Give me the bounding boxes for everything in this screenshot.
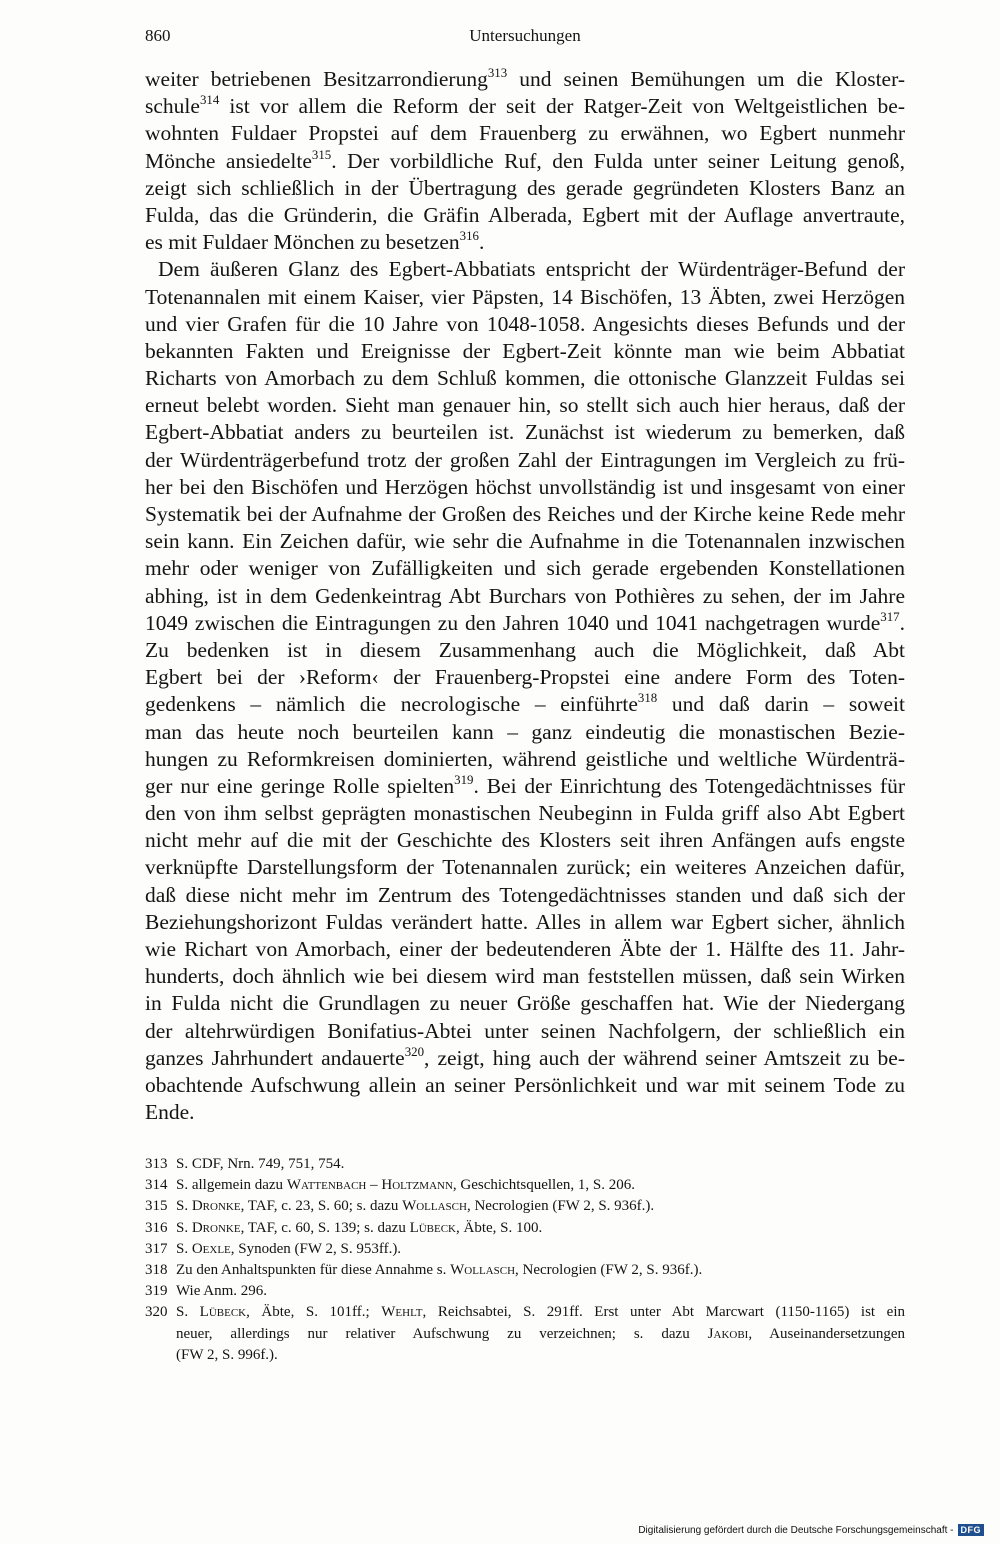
footnote-number: 316 [145,1219,168,1236]
running-title: Untersuchungen [469,26,581,45]
text-line: verknüpfte Darstellungsform der Totenannalen zurück; ein weiteres Anzeichen dafür, [145,855,905,880]
text-line: der altehrwürdigen Bonifatius-Abtei unter seinen Nachfolgern, der schließlich ein [145,1018,905,1043]
author-name: Lübeck [199,1304,247,1321]
footnote [145,1260,905,1281]
author-name: Wehlt [381,1304,423,1321]
footnote-ref: 318 [637,691,658,706]
text-line: hungen zu Reformkreisen dominierten, während geistliche und weltliche Würdenträ- [145,746,905,771]
text-line: wie Richart von Amorbach, einer der bedeutenderen Äbte der 1. Hälfte des 11. Jahr- [145,937,905,961]
footnote-text: S. Dronke, TAF, c. 60, S. 139; s. dazu Lübeck, Äbte, S. 100. [176,1219,543,1236]
footnote-number: 318 [145,1262,168,1279]
footnote-text: Wie Anm. 296. [176,1283,268,1300]
footnote-text: neuer, allerdings nur relativer Aufschwung zu verzeichnen; s. dazu Jakobi, Auseinandersetzungen [176,1325,905,1342]
text-line: daß diese nicht mehr im Zentrum des Totengedächtnisses standen und daß sich der [145,882,905,907]
text-line: gedenkens – nämlich die necrologische – einführte$^{318}$ und daß darin – soweit [145,691,905,717]
text-line: mehr oder weniger von Zufälligkeiten und sich gerade ergebenden Konstellationen [145,556,905,581]
footnote [145,1239,905,1260]
footnote-ref: 319 [454,772,474,787]
author-name: Dronke [191,1219,241,1236]
footnote-text: S. Oexle, Synoden (FW 2, S. 953ff.). [176,1240,402,1257]
text-line: Zu bedenken ist in diesem Zusammenhang auch die Möglichkeit, daß Abt [145,637,905,662]
text-line: 1049 zwischen die Eintragungen zu den Jahren 1040 und 1041 nachgetragen wurde$^{317}$. [145,609,905,635]
text-line: Totenannalen mit einem Kaiser, vier Päpsten, 14 Bischöfen, 13 Äbten, zwei Herzögen [145,284,905,309]
text-line: es mit Fuldaer Mönchen zu besetzen$^{316}$. [145,229,485,255]
text-line: schule$^{314}$ ist vor allem die Reform der seit der Ratger-Zeit von Weltgeistlichen be- [145,93,905,119]
text-line: ganzes Jahrhundert andauerte$^{320}$, zeigt, hing auch der während seiner Amtszeit zu be- [145,1044,905,1070]
text-line: hunderts, doch ähnlich wie bei diesem wird man feststellen müssen, daß sein Wirken [145,964,905,989]
footnote-text: S. Lübeck, Äbte, S. 101ff.; Wehlt, Reichsabtei, S. 291ff. Erst unter Abt Marcwart (1150-1165) ist ein [176,1304,905,1321]
footnote-text: S. Dronke, TAF, c. 23, S. 60; s. dazu Wollasch, Necrologien (FW 2, S. 936f.). [176,1198,655,1215]
footnote [145,1154,905,1175]
footnote [145,1302,905,1366]
footnote-ref: 314 [199,93,220,108]
author-name: Jakobi [707,1325,749,1342]
text-line: bekannten Fakten und Ereignisse der Egbert-Zeit könnte man wie beim Abbatiat [145,338,905,363]
text-line: man das heute noch beurteilen kann – ganz eindeutig die monastischen Bezie- [145,719,905,744]
footnote-text: S. CDF, Nrn. 749, 751, 754. [176,1156,345,1172]
text-line: Ende. [145,1100,195,1125]
author-name: Wollasch [450,1262,516,1279]
text-line: den von ihm selbst geprägten monastischen Neubeginn in Fulda griff also Abt Egbert [145,801,905,826]
footnote-number: 315 [145,1198,168,1215]
text-line: Fulda, das die Gründerin, die Gräfin Alberada, Egbert mit der Auflage anvertraute, [145,202,905,227]
footnote-text: Zu den Anhaltspunkten für diese Annahme s. Wollasch, Necrologien (FW 2, S. 936f.). [176,1262,703,1279]
text-line: wohnten Fuldaer Propstei auf dem Frauenberg zu erwähnen, wo Egbert nunmehr [145,121,905,146]
text-line: ger nur eine geringe Rolle spielten$^{319}$. Bei der Einrichtung des Totengedächtnisses für [145,772,905,798]
page-header [145,26,905,56]
text-line: Beziehungshorizont Fuldas verändert hatte. Alles in allem war Egbert sicher, ähnlich [145,909,905,934]
digitization-credit [638,1524,984,1536]
text-line: Richarts von Amorbach zu dem Schluß kommen, die ottonische Glanzzeit Fuldas sei [145,366,905,391]
text-line: weiter betriebenen Besitzarrondierung$^{313}$ und seinen Bemühungen um die Kloster- [145,65,905,91]
footnote-ref: 320 [404,1044,425,1059]
text-line: Egbert-Abbatiat anders zu beurteilen ist. Zunächst ist wiederum zu bemerken, daß [145,420,905,445]
footnote [145,1196,905,1217]
footnote [145,1218,905,1239]
footnote-number: 317 [145,1240,168,1257]
body-text [145,66,905,1126]
page-number: 860 [145,26,171,45]
footnote-number: 320 [145,1304,168,1321]
text-line: und vier Grafen für die 10 Jahre von 1048-1058. Angesichts dieses Befunds und der [145,311,905,336]
footnote-ref: 315 [311,147,332,162]
author-name: Wollasch [402,1198,467,1215]
text-line: Systematik bei der Aufnahme der Großen des Reiches und der Kirche keine Rede mehr [145,502,905,526]
text-line: in Fulda nicht die Grundlagen zu neuer Größe geschaffen hat. Wie der Niedergang [145,991,905,1016]
credit-text: Digitalisierung gefördert durch die Deutsche Forschungsgemeinschaft - [638,1524,954,1536]
author-name: Dronke [191,1198,241,1215]
text-line: obachtende Aufschwung allein an seiner Persönlichkeit und war mit seinem Tode zu [145,1072,905,1097]
author-name: Lübeck [409,1219,457,1236]
footnote-text: (FW 2, S. 996f.). [176,1346,278,1363]
text-line: sein kann. Ein Zeichen dafür, wie sehr die Aufnahme in die Totenannalen inzwischen [145,529,905,554]
footnote-ref: 313 [487,65,508,80]
footnote [145,1281,905,1302]
text-line: zeigt sich schließlich in der Übertragung des gerade gegründeten Klosters Banz an [145,175,905,200]
footnote-number: 313 [145,1156,168,1172]
footnote-number: 319 [145,1283,168,1300]
text-line: nicht mehr auf die mit der Geschichte des Klosters seit ihren Anfängen aufs engste [145,828,905,853]
footnote [145,1175,905,1196]
footnote-ref: 317 [880,609,900,624]
text-line: Egbert bei der ›Reform‹ der Frauenberg-Propstei eine andere Form des Toten- [145,665,905,690]
footnotes [145,1154,905,1366]
text-line: abhing, ist in dem Gedenkeintrag Abt Burchars von Pothières zu sehen, der im Jahre [145,583,905,608]
dfg-logo: DFG [958,1524,985,1536]
text-line: Mönche ansiedelte$^{315}$. Der vorbildliche Ruf, den Fulda unter seiner Leitung genoß, [145,147,905,173]
paragraph [145,256,905,1126]
footnote-text: S. allgemein dazu Wattenbach – Holtzmann, Geschichtsquellen, 1, S. 206. [176,1177,635,1194]
author-name: Wattenbach – Holtzmann [286,1177,453,1194]
author-name: Oexle [191,1240,231,1257]
footnote-ref: 316 [459,229,479,244]
text-line: Dem äußeren Glanz des Egbert-Abbatiats entspricht der Würdenträger-Befund der [158,257,905,282]
text-line: erneut belebt worden. Sieht man genauer hin, so stellt sich auch hier heraus, daß der [145,393,905,418]
text-line: der Würdenträgerbefund trotz der großen Zahl der Eintragungen im Vergleich zu frü- [145,447,905,472]
text-line: her bei den Bischöfen und Herzögen höchst unvollständig ist und insgesamt von einer [145,474,905,499]
footnote-number: 314 [145,1177,168,1194]
paragraph [145,66,905,256]
